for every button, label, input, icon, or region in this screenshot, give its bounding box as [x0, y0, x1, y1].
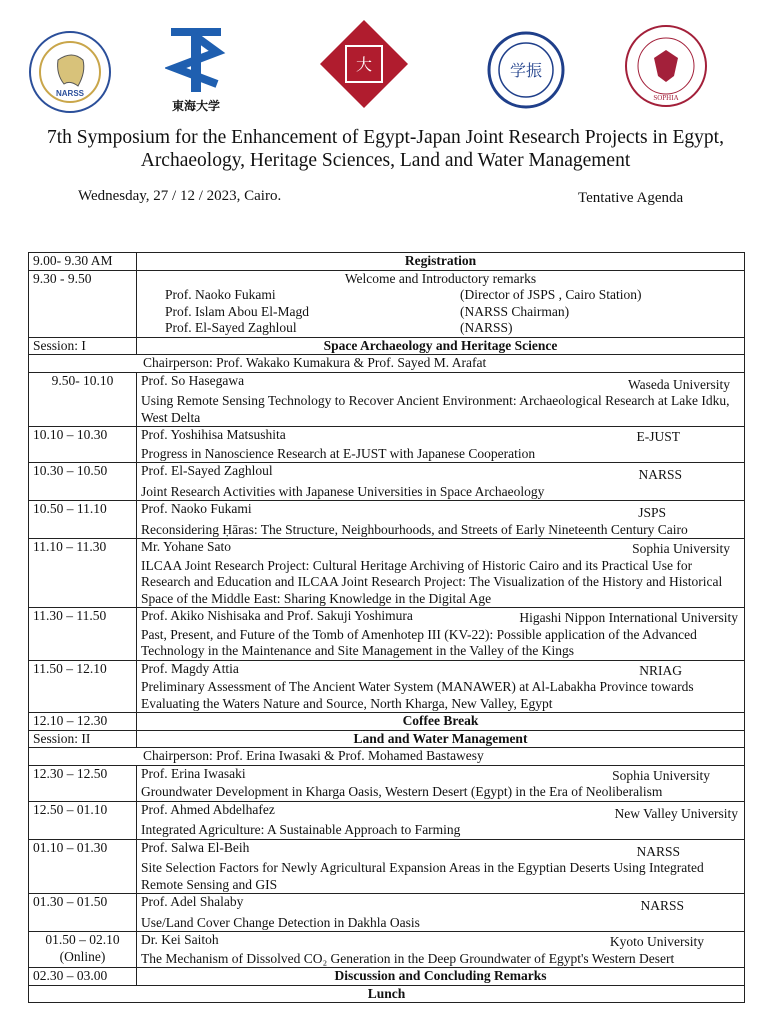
speaker-name: Prof. El-Sayed Zaghloul — [165, 320, 297, 335]
time-cell: 12.30 – 12.50 — [29, 765, 137, 801]
welcome-speaker — [141, 287, 740, 304]
speaker-name: Prof. Ahmed Abdelhafez — [141, 801, 275, 817]
svg-text:SOPHIA: SOPHIA — [653, 94, 679, 102]
svg-text:大: 大 — [355, 55, 373, 74]
logo-bar — [0, 18, 771, 118]
welcome-speaker — [141, 320, 740, 337]
registration-row — [29, 253, 745, 271]
talk-title: ILCAA Joint Research Project: Cultural Heritage Archiving of Historic Cairo and its Practical Use for Research and Education and ILCAA Joint Research Project: The Visualization of the History and Historical Space of the Middle East: Sharing Knowledge in the Digital Age — [141, 557, 723, 606]
speaker-role: (NARSS) — [460, 320, 513, 335]
time-cell: 12.10 – 12.30 — [29, 713, 137, 731]
sophia-university-logo — [624, 24, 708, 108]
discussion-row — [29, 968, 745, 986]
registration-label: Registration — [137, 253, 745, 271]
session-title: Space Archaeology and Heritage Science — [323, 337, 558, 353]
affiliation: NARSS — [636, 843, 680, 859]
talk-cell — [137, 539, 745, 608]
speaker-name: Prof. Akiko Nishisaka and Prof. Sakuji Yoshimura — [141, 608, 413, 623]
talk-title: Reconsidering Ḥāras: The Structure, Neighbourhoods, and Streets of Early Nineteenth Century Cairo — [141, 521, 688, 537]
time-cell: 9.50- 10.10 — [29, 372, 137, 427]
talk-title: The Mechanism of Dissolved CO₂ Generation in the Deep Groundwater of Egypt's Western Desert — [141, 950, 675, 966]
time-cell: 11.50 – 12.10 — [29, 660, 137, 713]
speaker-role: (Director of JSPS , Cairo Station) — [460, 287, 642, 302]
page-title — [0, 126, 771, 172]
affiliation: NRIAG — [639, 662, 682, 678]
talk-row — [29, 765, 745, 801]
speaker-name: Dr. Kei Saitoh — [141, 932, 219, 947]
time-cell — [29, 932, 137, 968]
time-cell: 10.50 – 11.10 — [29, 501, 137, 539]
talk-title: Past, Present, and Future of the Tomb of Amenhotep III (KV-22): Possible application of the Advanced Technology in the Maintenance and Site Management in the Valley of the Kings — [141, 626, 697, 658]
speaker-name: Prof. Islam Abou El-Magd — [165, 303, 309, 319]
speaker-name: Prof. Erina Iwasaki — [141, 765, 246, 781]
talk-cell — [137, 501, 745, 539]
talk-cell — [137, 801, 745, 839]
talk-title: Use/Land Cover Change Detection in Dakhla Oasis — [141, 914, 420, 930]
talk-row — [29, 894, 745, 932]
talk-title: Integrated Agriculture: A Sustainable Approach to Farming — [141, 822, 461, 837]
speaker-name: Mr. Yohane Sato — [141, 539, 232, 554]
talk-cell — [137, 608, 745, 661]
speaker-name: Prof. Naoko Fukami — [165, 287, 276, 302]
time-cell: 01.30 – 01.50 — [29, 894, 137, 932]
svg-text:学振: 学振 — [509, 61, 543, 80]
session-header-row — [29, 337, 745, 355]
talk-title: Preliminary Assessment of The Ancient Water System (MANAWER) at Al-Labakha Province towards Evaluating the Waters Nature and Source, North Kharga, New Valley, Egypt — [141, 679, 694, 711]
coffee-break-label: Coffee Break — [137, 713, 745, 731]
jsps-logo — [487, 30, 565, 110]
talk-cell — [137, 427, 745, 463]
talk-cell — [137, 660, 745, 713]
chairperson-row — [29, 748, 745, 766]
talk-cell — [137, 765, 745, 801]
talk-time: 01.50 – 02.10 — [45, 932, 120, 947]
talk-title: Joint Research Activities with Japanese Universities in Space Archaeology — [141, 483, 545, 499]
talk-row — [29, 427, 745, 463]
talk-cell — [137, 894, 745, 932]
chairperson-row — [29, 355, 745, 373]
agenda-label: Tentative Agenda — [578, 190, 684, 206]
talk-cell — [137, 932, 745, 968]
talk-row — [29, 372, 745, 427]
speaker-name: Prof. So Hasegawa — [141, 372, 245, 388]
talk-cell — [137, 839, 745, 894]
talk-cell — [137, 372, 745, 427]
talk-title: Groundwater Development in Kharga Oasis, Western Desert (Egypt) in the Era of Neoliberalism — [141, 784, 663, 799]
talk-title: Using Remote Sensing Technology to Recover Ancient Environment: Archaeological Research at Lake Idku, West Delta — [141, 393, 730, 425]
chairperson: Chairperson: Prof. Erina Iwasaki & Prof. Mohamed Bastawesy — [29, 748, 745, 766]
time-cell: 02.30 – 03.00 — [29, 968, 137, 986]
welcome-cell — [137, 270, 745, 337]
talk-title: Progress in Nanoscience Research at E-JUST with Japanese Cooperation — [141, 445, 536, 461]
time-cell: 10.10 – 10.30 — [29, 427, 137, 463]
session-title-cell — [137, 337, 745, 355]
welcome-label: Welcome and Introductory remarks — [344, 270, 537, 286]
talk-row — [29, 839, 745, 894]
talk-cell — [137, 463, 745, 501]
title-line-2: Archaeology, Heritage Sciences, Land and Water Management — [140, 150, 631, 171]
affiliation: Kyoto University — [609, 934, 704, 949]
title-line-1: 7th Symposium for the Enhancement of Egypt-Japan Joint Research Projects in Egypt, — [47, 127, 724, 148]
speaker-name: Prof. Naoko Fukami — [141, 501, 252, 516]
affiliation: New Valley University — [614, 805, 738, 821]
welcome-row — [29, 270, 745, 337]
affiliation: JSPS — [638, 505, 666, 520]
lunch-label: Lunch — [29, 985, 745, 1003]
coffee-break-row — [29, 713, 745, 731]
speaker-name: Prof. Magdy Attia — [141, 660, 239, 676]
affiliation: Sophia University — [612, 767, 710, 783]
session-label: Session: I — [29, 337, 137, 355]
session-title-cell — [137, 730, 745, 748]
osaka-university-logo — [320, 20, 408, 108]
lunch-row — [29, 985, 745, 1003]
affiliation: Higashi Nippon International University — [519, 610, 738, 625]
session-label: Session: II — [29, 730, 137, 748]
affiliation: NARSS — [638, 467, 682, 482]
affiliation: Waseda University — [627, 376, 730, 392]
agenda-table — [28, 252, 745, 1003]
time-cell: 12.50 – 01.10 — [29, 801, 137, 839]
time-cell: 11.10 – 11.30 — [29, 539, 137, 608]
time-cell: 11.30 – 11.50 — [29, 608, 137, 661]
event-date: Wednesday, 27 / 12 / 2023, Cairo. — [78, 188, 282, 204]
affiliation: NARSS — [640, 898, 684, 913]
svg-text:東海大学: 東海大学 — [171, 99, 221, 113]
affiliation: Sophia University — [632, 541, 730, 556]
talk-row — [29, 801, 745, 839]
speaker-name: Prof. Yoshihisa Matsushita — [141, 427, 286, 442]
time-cell: 10.30 – 10.50 — [29, 463, 137, 501]
talk-title: Site Selection Factors for Newly Agricultural Expansion Areas in the Egyptian Deserts Using Integrated Remote Sensing and GIS — [141, 860, 704, 892]
affiliation: E-JUST — [636, 429, 680, 444]
speaker-name: Prof. Adel Shalaby — [141, 894, 244, 909]
speaker-role: (NARSS Chairman) — [460, 303, 570, 319]
session-title: Land and Water Management — [353, 730, 528, 746]
talk-row — [29, 932, 745, 968]
speaker-name: Prof. El-Sayed Zaghloul — [141, 463, 273, 478]
time-cell: 9.00- 9.30 AM — [29, 253, 137, 271]
talk-row — [29, 501, 745, 539]
speaker-name: Prof. Salwa El-Beih — [141, 839, 250, 855]
discussion-label: Discussion and Concluding Remarks — [137, 968, 745, 986]
tokai-university-logo — [165, 24, 227, 114]
online-note: (Online) — [59, 948, 106, 964]
svg-text:NARSS: NARSS — [55, 89, 85, 98]
talk-row — [29, 539, 745, 608]
welcome-speaker — [141, 304, 740, 321]
time-cell: 01.10 – 01.30 — [29, 839, 137, 894]
session-header-row — [29, 730, 745, 748]
talk-row — [29, 463, 745, 501]
talk-row — [29, 660, 745, 713]
talk-row — [29, 608, 745, 661]
narss-logo — [28, 30, 112, 114]
time-cell: 9.30 - 9.50 — [29, 270, 137, 337]
chairperson: Chairperson: Prof. Wakako Kumakura & Prof. Sayed M. Arafat — [29, 355, 745, 373]
